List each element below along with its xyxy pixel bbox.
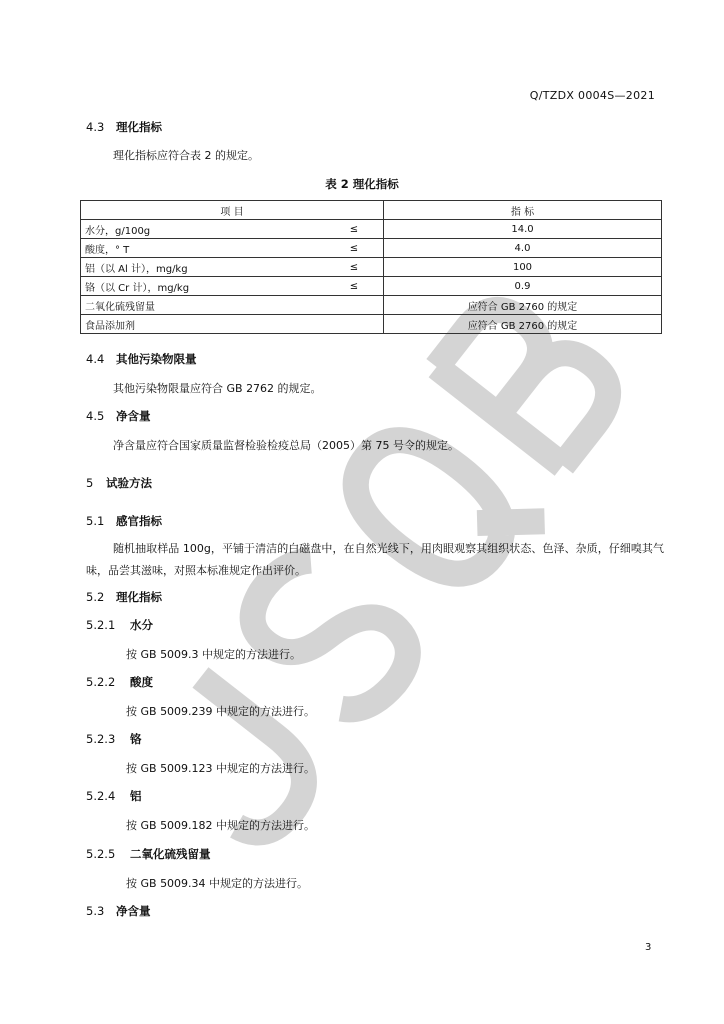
section-5-heading [86,475,152,491]
physicochemical-table [80,200,662,334]
section-5-2-3-body: 按 GB 5009.123 中规定的方法进行。 [126,762,316,775]
section-4-3-body: 理化指标应符合表 2 的规定。 [113,149,259,162]
section-5-2-heading [86,589,162,605]
section-number: 4.4 [86,352,105,366]
header-item: 项 目 [81,201,384,220]
section-5-2-1-body: 按 GB 5009.3 中规定的方法进行。 [126,648,302,661]
header-value: 指 标 [384,201,662,220]
section-title: 净含量 [116,904,151,918]
page-number: 3 [645,942,652,953]
table-row [81,239,662,258]
section-title: 其他污染物限量 [116,352,197,366]
section-4-5-body: 净含量应符合国家质量监督检验检疫总局（2005）第 75 号令的规定。 [113,439,459,452]
section-4-4-heading [86,351,197,367]
row-item: 二氧化硫残留量 [81,296,326,315]
section-4-3-heading [86,119,162,135]
section-title: 理化指标 [116,590,162,604]
section-5-1-body: 随机抽取样品 100g，平铺于清洁的白磁盘中，在自然光线下，用肉眼观察其组织状态、色泽、杂质，仔细嗅其气味，品尝其滋味，对照本标准规定作出评价。 [86,542,664,577]
row-operator: ≤ [325,220,384,239]
row-operator: ≤ [325,277,384,296]
section-title: 理化指标 [116,120,162,134]
section-title: 感官指标 [116,514,162,528]
section-5-2-3-heading [86,731,142,747]
section-5-3-heading [86,903,151,919]
row-item: 铝（以 Al 计），mg/kg [81,258,326,277]
row-item: 水分，g/100g [81,220,326,239]
section-title: 二氧化硫残留量 [130,847,211,861]
section-5-2-1-heading [86,617,153,633]
row-value: 应符合 GB 2760 的规定 [384,296,662,315]
section-number: 5.2.2 [86,675,116,689]
section-title: 酸度 [130,675,153,689]
row-value: 应符合 GB 2760 的规定 [384,315,662,334]
section-5-2-2-heading [86,674,153,690]
row-item: 酸度，° T [81,239,326,258]
section-number: 5.2.3 [86,732,116,746]
table-row [81,258,662,277]
table-row [81,220,662,239]
section-5-2-4-body: 按 GB 5009.182 中规定的方法进行。 [126,819,316,832]
section-number: 5.2 [86,590,105,604]
section-5-1-heading [86,513,162,529]
row-value: 14.0 [384,220,662,239]
standard-code: Q/TZDX 0004S—2021 [529,89,655,102]
section-title: 铝 [130,789,142,803]
section-4-4-body: 其他污染物限量应符合 GB 2762 的规定。 [113,382,322,395]
section-number: 5.3 [86,904,105,918]
row-value: 0.9 [384,277,662,296]
section-number: 4.3 [86,120,105,134]
table-row [81,315,662,334]
section-number: 4.5 [86,409,105,423]
table-header-row [81,201,662,220]
row-value: 100 [384,258,662,277]
section-title: 净含量 [116,409,151,423]
row-operator [325,315,384,334]
table-caption: 表 2 理化指标 [325,177,399,191]
section-title: 水分 [130,618,153,632]
row-operator [325,296,384,315]
section-number: 5.1 [86,514,105,528]
row-item: 食品添加剂 [81,315,326,334]
table-row [81,296,662,315]
section-title: 试验方法 [106,476,152,490]
section-number: 5.2.4 [86,789,116,803]
section-number: 5.2.1 [86,618,116,632]
section-5-2-5-body: 按 GB 5009.34 中规定的方法进行。 [126,877,309,890]
section-5-2-4-heading [86,788,142,804]
table-row [81,277,662,296]
row-operator: ≤ [325,258,384,277]
section-5-2-2-body: 按 GB 5009.239 中规定的方法进行。 [126,705,316,718]
section-4-5-heading [86,408,151,424]
row-operator: ≤ [325,239,384,258]
row-item: 铬（以 Cr 计），mg/kg [81,277,326,296]
section-5-2-5-heading [86,846,211,862]
row-value: 4.0 [384,239,662,258]
section-number: 5 [86,476,94,490]
section-title: 铬 [130,732,142,746]
section-number: 5.2.5 [86,847,116,861]
